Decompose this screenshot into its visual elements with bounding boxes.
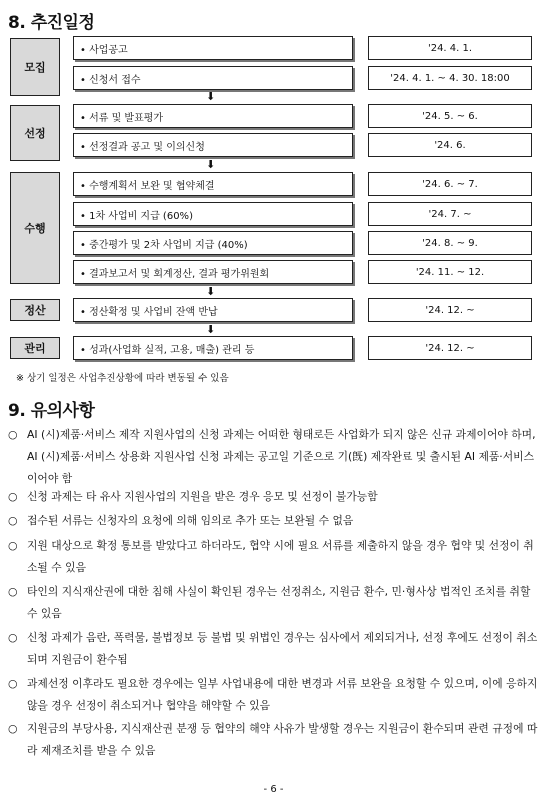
section-9-heading: 9. 유의사항 (8, 401, 95, 421)
down-arrow-icon: ⬇ (206, 285, 216, 298)
notice-item: ○ 지원금의 부당사용, 지식재산권 분쟁 등 협약의 해약 사유가 발생할 경우는 지원금이 환수되며 관련 규정에 따라 제재조치를 받을 수 있음 (8, 718, 538, 762)
category-selection: 선정 (10, 105, 60, 161)
date-cell: '24. 4. 1. ~ 4. 30. 18:00 (368, 66, 532, 90)
date-cell: '24. 4. 1. (368, 36, 532, 60)
task-row: • 수행계획서 보완 및 협약체결 (73, 172, 353, 196)
task-row: • 성과(사업화 실적, 고용, 매출) 관리 등 (73, 336, 353, 360)
page-number: - 6 - (263, 784, 284, 795)
date-cell: '24. 12. ~ (368, 298, 532, 322)
task-row: • 결과보고서 및 회계정산, 결과 평가위원회 (73, 260, 353, 284)
notice-item: ○ AI (시)제품·서비스 제작 지원사업의 신청 과제는 어떠한 형태로든 사업화가 되지 않은 신규 과제이어야 하며, AI (시)제품·서비스 상용화 지원사업 신청 과제는 공고일 기준으로 기(旣) 제작완료 및 출시된 AI 제품·서비스이어야 함 (8, 424, 538, 490)
notice-item: ○ 지원 대상으로 확정 통보를 받았다고 하더라도, 협약 시에 필요 서류를 제출하지 않을 경우 협약 및 선정이 취소될 수 있음 (8, 535, 538, 579)
schedule-note: ※ 상기 일정은 사업추진상황에 따라 변동될 수 있음 (16, 373, 229, 384)
date-cell: '24. 6. (368, 133, 532, 157)
date-cell: '24. 5. ~ 6. (368, 104, 532, 128)
circle-bullet-icon: ○ (8, 722, 18, 735)
circle-bullet-icon: ○ (8, 514, 18, 527)
notice-item: ○ 신청 과제가 음란, 폭력물, 불법정보 등 불법 및 위법인 경우는 심사에서 제외되거나, 선정 후에도 선정이 취소되며 지원금이 환수됨 (8, 627, 538, 671)
notice-item: ○ 접수된 서류는 신청자의 요청에 의해 임의로 추가 또는 보완될 수 없음 (8, 510, 538, 532)
circle-bullet-icon: ○ (8, 490, 18, 503)
task-row: • 중간평가 및 2차 사업비 지급 (40%) (73, 231, 353, 255)
category-execution: 수행 (10, 172, 60, 284)
category-recruit: 모집 (10, 38, 60, 96)
date-cell: '24. 8. ~ 9. (368, 231, 532, 255)
section-8-heading: 8. 추진일정 (8, 13, 95, 33)
task-row: • 서류 및 발표평가 (73, 104, 353, 128)
notice-item: ○ 과제선정 이후라도 필요한 경우에는 일부 사업내용에 대한 변경과 서류 보완을 요청할 수 있으며, 이에 응하지 않을 경우 선정이 취소되거나 협약을 해약할 수 있음 (8, 673, 538, 717)
down-arrow-icon: ⬇ (206, 323, 216, 336)
date-cell: '24. 7. ~ (368, 202, 532, 226)
task-row: • 사업공고 (73, 36, 353, 60)
down-arrow-icon: ⬇ (206, 158, 216, 171)
circle-bullet-icon: ○ (8, 677, 18, 690)
circle-bullet-icon: ○ (8, 428, 18, 441)
notice-item: ○ 신청 과제는 타 유사 지원사업의 지원을 받은 경우 응모 및 선정이 불가능함 (8, 486, 538, 508)
down-arrow-icon: ⬇ (206, 90, 216, 103)
category-management: 관리 (10, 337, 60, 359)
circle-bullet-icon: ○ (8, 539, 18, 552)
task-row: • 선정결과 공고 및 이의신청 (73, 133, 353, 157)
date-cell: '24. 12. ~ (368, 336, 532, 360)
date-cell: '24. 6. ~ 7. (368, 172, 532, 196)
task-row: • 1차 사업비 지급 (60%) (73, 202, 353, 226)
category-settlement: 정산 (10, 299, 60, 321)
circle-bullet-icon: ○ (8, 631, 18, 644)
task-row: • 신청서 접수 (73, 66, 353, 90)
task-row: • 정산확정 및 사업비 잔액 반납 (73, 298, 353, 322)
circle-bullet-icon: ○ (8, 585, 18, 598)
notice-item: ○ 타인의 지식재산권에 대한 침해 사실이 확인된 경우는 선정취소, 지원금 환수, 민·형사상 법적인 조치를 취할 수 있음 (8, 581, 538, 625)
date-cell: '24. 11. ~ 12. (368, 260, 532, 284)
